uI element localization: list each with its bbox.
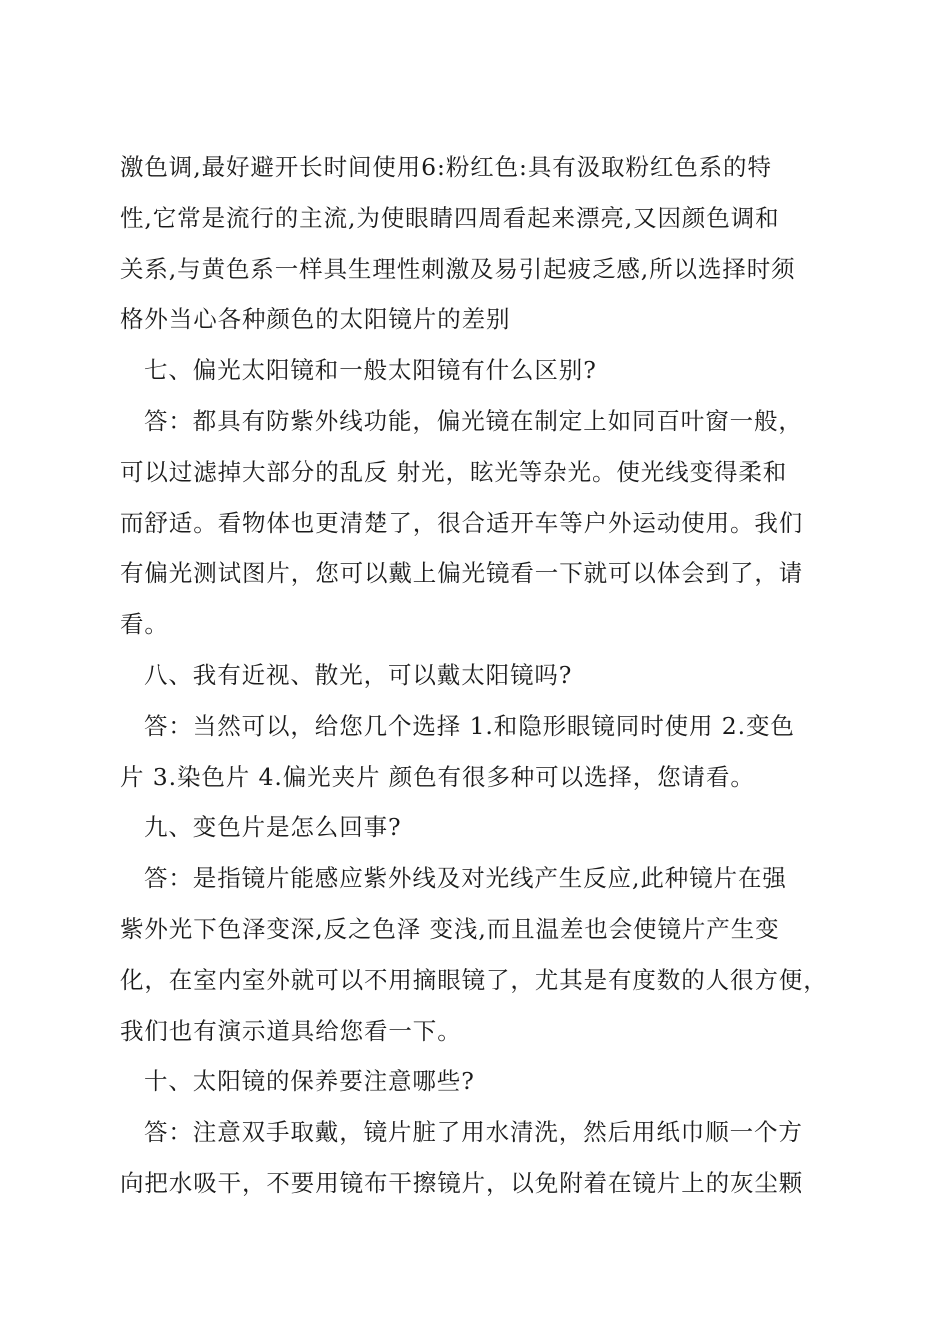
document-body bbox=[120, 142, 832, 1209]
question-heading-10: 十、太阳镜的保养要注意哪些? bbox=[144, 1067, 475, 1096]
answer-line: 答：当然可以，给您几个选择 1.和隐形眼镜同时使用 2.变色 bbox=[144, 711, 795, 740]
answer-line: 紫外光下色泽变深,反之色泽 变浅,而且温差也会使镜片产生变 bbox=[120, 914, 780, 943]
paragraph-line: 激色调,最好避开长时间使用6:粉红色:具有汲取粉红色系的特 bbox=[120, 153, 772, 181]
answer-line: 答：都具有防紫外线功能，偏光镜在制定上如同百叶窗一般， bbox=[144, 406, 803, 435]
answer-line: 答：是指镜片能感应紫外线及对光线产生反应,此种镜片在强 bbox=[144, 864, 787, 893]
question-heading-9: 九、变色片是怎么回事? bbox=[144, 813, 402, 842]
answer-line: 而舒适。看物体也更清楚了，很合适开车等户外运动使用。我们 bbox=[120, 508, 804, 537]
answer-line: 看。 bbox=[120, 610, 169, 639]
answer-line: 可以过滤掉大部分的乱反 射光，眩光等杂光。使光线变得柔和 bbox=[120, 457, 788, 486]
answer-line: 我们也有演示道具给您看一下。 bbox=[120, 1016, 462, 1045]
answer-line: 化，在室内室外就可以不用摘眼镜了，尤其是有度数的人很方便， bbox=[120, 965, 828, 994]
paragraph-line: 性,它常是流行的主流,为使眼睛四周看起来漂亮,又因颜色调和 bbox=[120, 203, 780, 232]
answer-line: 答：注意双手取戴，镜片脏了用水清洗，然后用纸巾顺一个方 bbox=[144, 1118, 803, 1147]
paragraph-line: 格外当心各种颜色的太阳镜片的差别 bbox=[120, 305, 511, 334]
answer-line: 片 3.染色片 4.偏光夹片 颜色有很多种可以选择，您请看。 bbox=[120, 762, 755, 791]
question-heading-7: 七、偏光太阳镜和一般太阳镜有什么区别? bbox=[144, 356, 597, 385]
question-heading-8: 八、我有近视、散光，可以戴太阳镜吗? bbox=[144, 660, 573, 689]
paragraph-line: 关系,与黄色系一样具生理性刺激及易引起疲乏感,所以选择时须 bbox=[120, 254, 796, 283]
answer-line: 有偏光测试图片，您可以戴上偏光镜看一下就可以体会到了，请 bbox=[120, 559, 804, 588]
answer-line: 向把水吸干，不要用镜布干擦镜片，以免附着在镜片上的灰尘颗 bbox=[120, 1168, 804, 1197]
